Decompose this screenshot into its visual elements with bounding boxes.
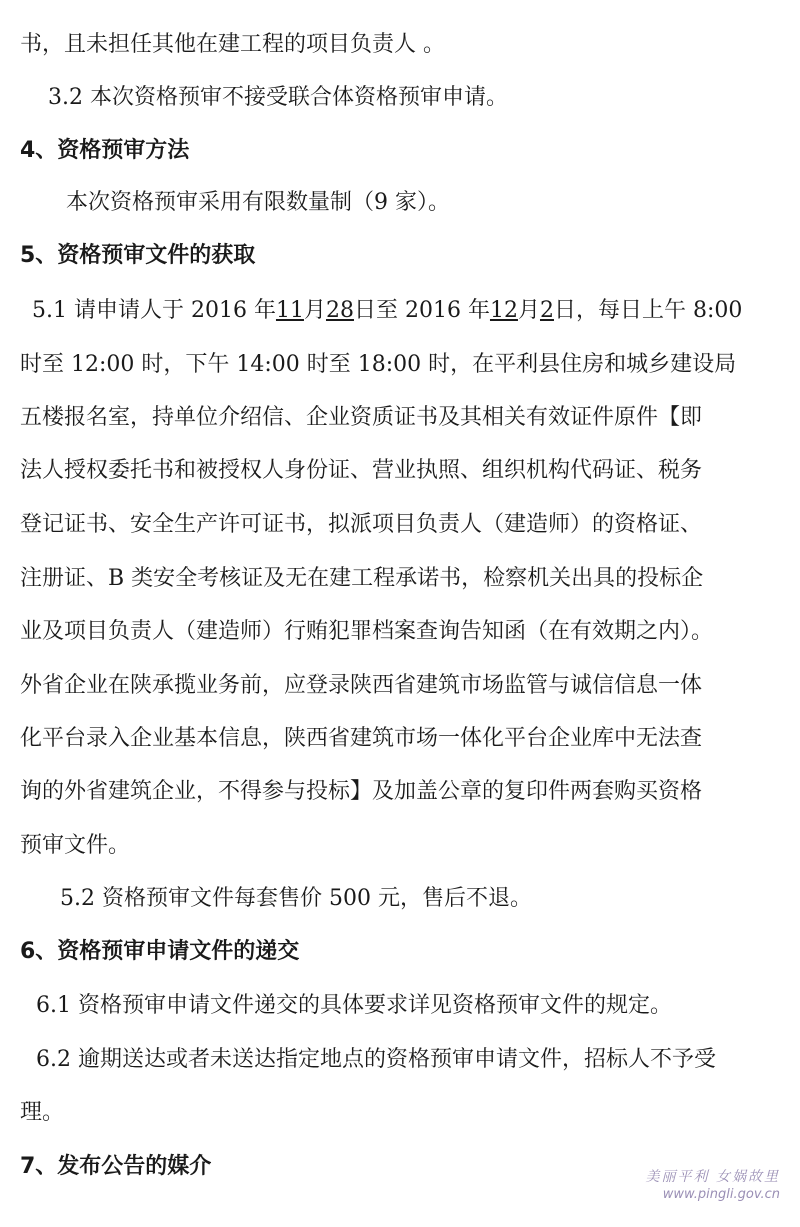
text-fragment: 5.1 请申请人于 2016 年	[32, 298, 276, 323]
underlined-month: 11	[275, 298, 304, 323]
text-line: 业及项目负责人（建造师）行贿犯罪档案查询告知函（在有效期之内）。	[20, 619, 714, 644]
underlined-day: 28	[325, 298, 354, 323]
text-line: 5.2 资格预审文件每套售价 500 元，售后不退。	[60, 886, 532, 911]
text-fragment: 月	[517, 298, 540, 323]
watermark-url: www.pingli.gov.cn	[662, 1187, 780, 1202]
section-heading: 7、发布公告的媒介	[20, 1154, 212, 1179]
text-line: 时至 12:00 时，下午 14:00 时至 18:00 时，在平利县住房和城乡建设局	[20, 352, 737, 377]
section-heading: 5、资格预审文件的获取	[20, 243, 256, 268]
text-line: 3.2 本次资格预审不接受联合体资格预审申请。	[48, 85, 508, 110]
text-line: 理。	[20, 1100, 65, 1125]
text-line: 预审文件。	[20, 833, 131, 858]
text-line: 询的外省建筑企业，不得参与投标】及加盖公章的复印件两套购买资格	[20, 779, 703, 804]
text-fragment: 日至 2016 年	[353, 298, 490, 323]
text-line: 法人授权委托书和被授权人身份证、营业执照、组织机构代码证、税务	[20, 458, 703, 483]
section-heading: 4、资格预审方法	[20, 138, 190, 163]
text-line: 外省企业在陕承揽业务前，应登录陕西省建筑市场监管与诚信信息一体	[20, 673, 703, 698]
text-line: 登记证书、安全生产许可证书，拟派项目负责人（建造师）的资格证、	[20, 512, 703, 537]
text-fragment: 月	[303, 298, 326, 323]
text-line: 本次资格预审采用有限数量制（9 家）。	[66, 190, 450, 215]
text-line: 五楼报名室，持单位介绍信、企业资质证书及其相关有效证件原件【即	[20, 405, 703, 430]
site-watermark	[646, 1168, 780, 1204]
underlined-month: 12	[489, 298, 518, 323]
text-line	[32, 296, 742, 326]
text-fragment: 日，每日上午 8:00	[553, 298, 743, 323]
underlined-day: 2	[539, 298, 554, 323]
text-line: 注册证、B 类安全考核证及无在建工程承诺书，检察机关出具的投标企	[20, 566, 704, 591]
text-line: 书，且未担任其他在建工程的项目负责人 。	[20, 32, 445, 57]
text-line: 6.1 资格预审申请文件递交的具体要求详见资格预审文件的规定。	[36, 993, 672, 1018]
text-line: 化平台录入企业基本信息，陕西省建筑市场一体化平台企业库中无法查	[20, 726, 703, 751]
text-line: 6.2 逾期送达或者未送达指定地点的资格预审申请文件，招标人不予受	[36, 1047, 716, 1072]
section-heading: 6、资格预审申请文件的递交	[20, 939, 300, 964]
watermark-slogan: 美丽平利 女娲故里	[645, 1169, 780, 1185]
